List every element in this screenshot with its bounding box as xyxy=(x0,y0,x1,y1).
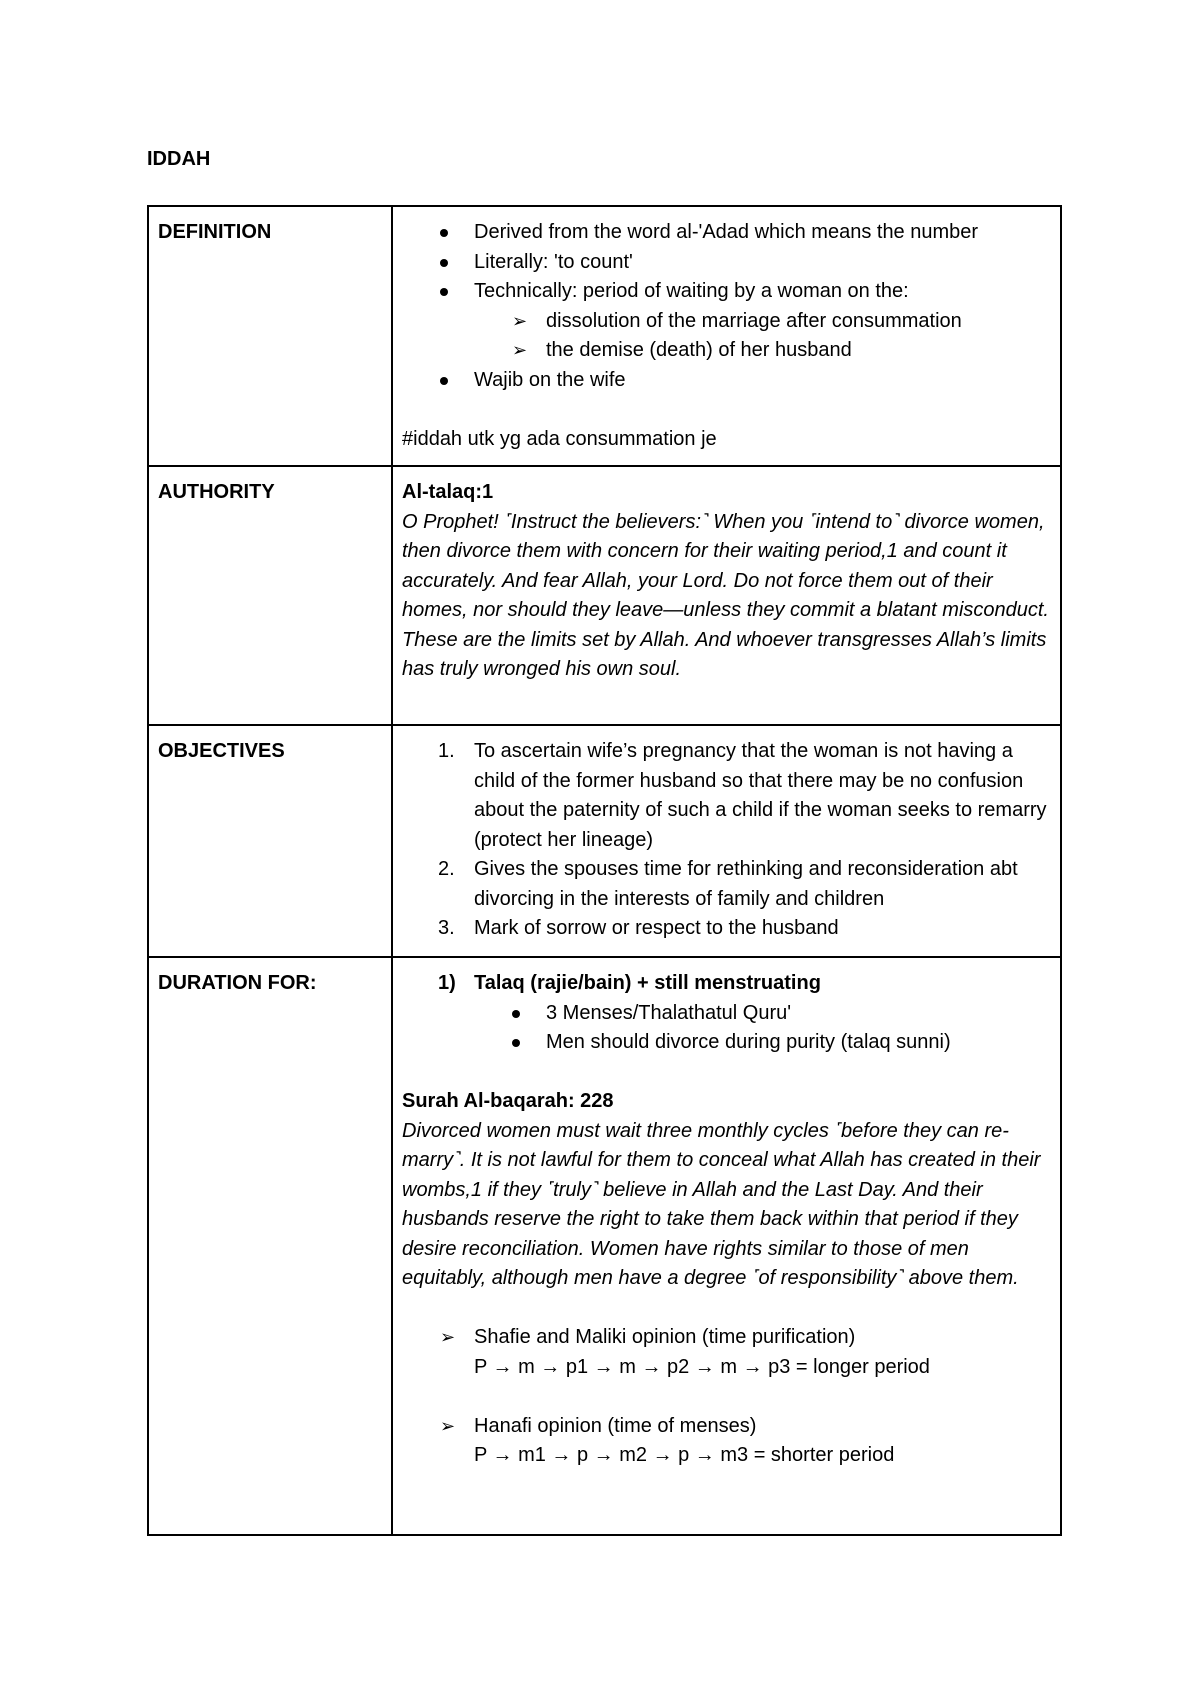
definition-note: #iddah utk yg ada consummation je xyxy=(402,427,717,450)
opinion-item xyxy=(474,1412,1051,1471)
list-item xyxy=(438,855,1051,914)
definition-bullets xyxy=(402,218,1051,395)
duration-case-heading xyxy=(402,969,1051,999)
shafie-opinion xyxy=(402,1323,1051,1382)
list-item xyxy=(438,737,1051,855)
list-item: Literally: 'to count' xyxy=(474,248,1051,278)
list-item: Derived from the word al-'Adad which means the number xyxy=(474,218,1051,248)
opinion-title: ➢ Shafie and Maliki opinion (time purification) xyxy=(474,1326,856,1348)
list-item-text: Gives the spouses time for rethinking and reconsideration abt divorcing in the interests of family and children xyxy=(474,858,1018,910)
duration-verse-reference: Surah Al-baqarah: 228 xyxy=(402,1090,614,1112)
opinion-formula: P → m1 → p → m2 → p → m3 = shorter period xyxy=(474,1444,895,1466)
case-number: 1) xyxy=(438,972,456,994)
list-number: 2. xyxy=(438,858,455,880)
opinion-formula: P → m → p1 → m → p2 → m → p3 = longer period xyxy=(474,1355,930,1378)
list-number: 3. xyxy=(438,917,455,939)
list-item xyxy=(438,914,1051,944)
list-number: 1. xyxy=(438,740,455,762)
table-row-definition xyxy=(148,206,1061,466)
duration-label: DURATION FOR: xyxy=(148,957,392,1535)
list-item: Wajib on the wife xyxy=(474,366,1051,396)
list-item xyxy=(474,277,1051,366)
sub-list-item: ➢ the demise (death) of her husband xyxy=(546,336,1051,366)
duration-case-bullets xyxy=(402,999,1051,1058)
page-title: IDDAH xyxy=(147,148,211,170)
list-item: 3 Menses/Thalathatul Quru' xyxy=(546,999,1051,1029)
authority-content xyxy=(392,466,1061,725)
sub-list-item: ➢ dissolution of the marriage after consummation xyxy=(546,307,1051,337)
authority-label: AUTHORITY xyxy=(148,466,392,725)
objectives-label: OBJECTIVES xyxy=(148,725,392,957)
spacer xyxy=(402,1382,1051,1412)
table-row-duration xyxy=(148,957,1061,1535)
iddah-table xyxy=(147,205,1062,1536)
list-item-text: Technically: period of waiting by a woman on the: xyxy=(474,280,909,302)
authority-verse-reference: Al-talaq:1 xyxy=(402,481,494,503)
objectives-list xyxy=(402,737,1051,944)
case-title: Talaq (rajie/bain) + still menstruating xyxy=(474,972,821,994)
hanafi-opinion xyxy=(402,1412,1051,1471)
duration-content xyxy=(392,957,1061,1535)
list-item: Men should divorce during purity (talaq sunni) xyxy=(546,1028,1051,1058)
definition-sub-list xyxy=(474,307,1051,366)
definition-content xyxy=(392,206,1061,466)
list-item-text: To ascertain wife’s pregnancy that the woman is not having a child of the former husband so that there may be no confusion about the paternity of such a child if the woman seeks to remarry (protect her lineage) xyxy=(474,740,1047,851)
spacer xyxy=(402,1294,1051,1324)
definition-label: DEFINITION xyxy=(148,206,392,466)
spacer xyxy=(402,1058,1051,1088)
table-row-objectives xyxy=(148,725,1061,957)
opinion-title: ➢ Hanafi opinion (time of menses) xyxy=(474,1414,757,1437)
list-item-text: Mark of sorrow or respect to the husband xyxy=(474,917,839,939)
opinion-item xyxy=(474,1323,1051,1382)
objectives-content xyxy=(392,725,1061,957)
duration-verse-text: Divorced women must wait three monthly cycles ˹before they can re-marry˺. It is not lawful for them to conceal what Allah has created in their wombs,1 if they ˹truly˺ believe in Allah and the Last Day. And their husbands reserve the right to take them back within that period if they desire reconciliation. Women have rights similar to those of men equitably, although men have a degree ˹of responsibility˺ above them. xyxy=(402,1119,1041,1289)
table-row-authority xyxy=(148,466,1061,725)
authority-verse-text: O Prophet! ˹Instruct the believers:˺ When you ˹intend to˺ divorce women, then divorce them with concern for their waiting period,1 and count it accurately. And fear Allah, your Lord. Do not force them out of their homes, nor should they leave—unless they commit a blatant misconduct. These are the limits set by Allah. And whoever transgresses Allah’s limits has truly wronged his own soul. xyxy=(402,510,1049,680)
